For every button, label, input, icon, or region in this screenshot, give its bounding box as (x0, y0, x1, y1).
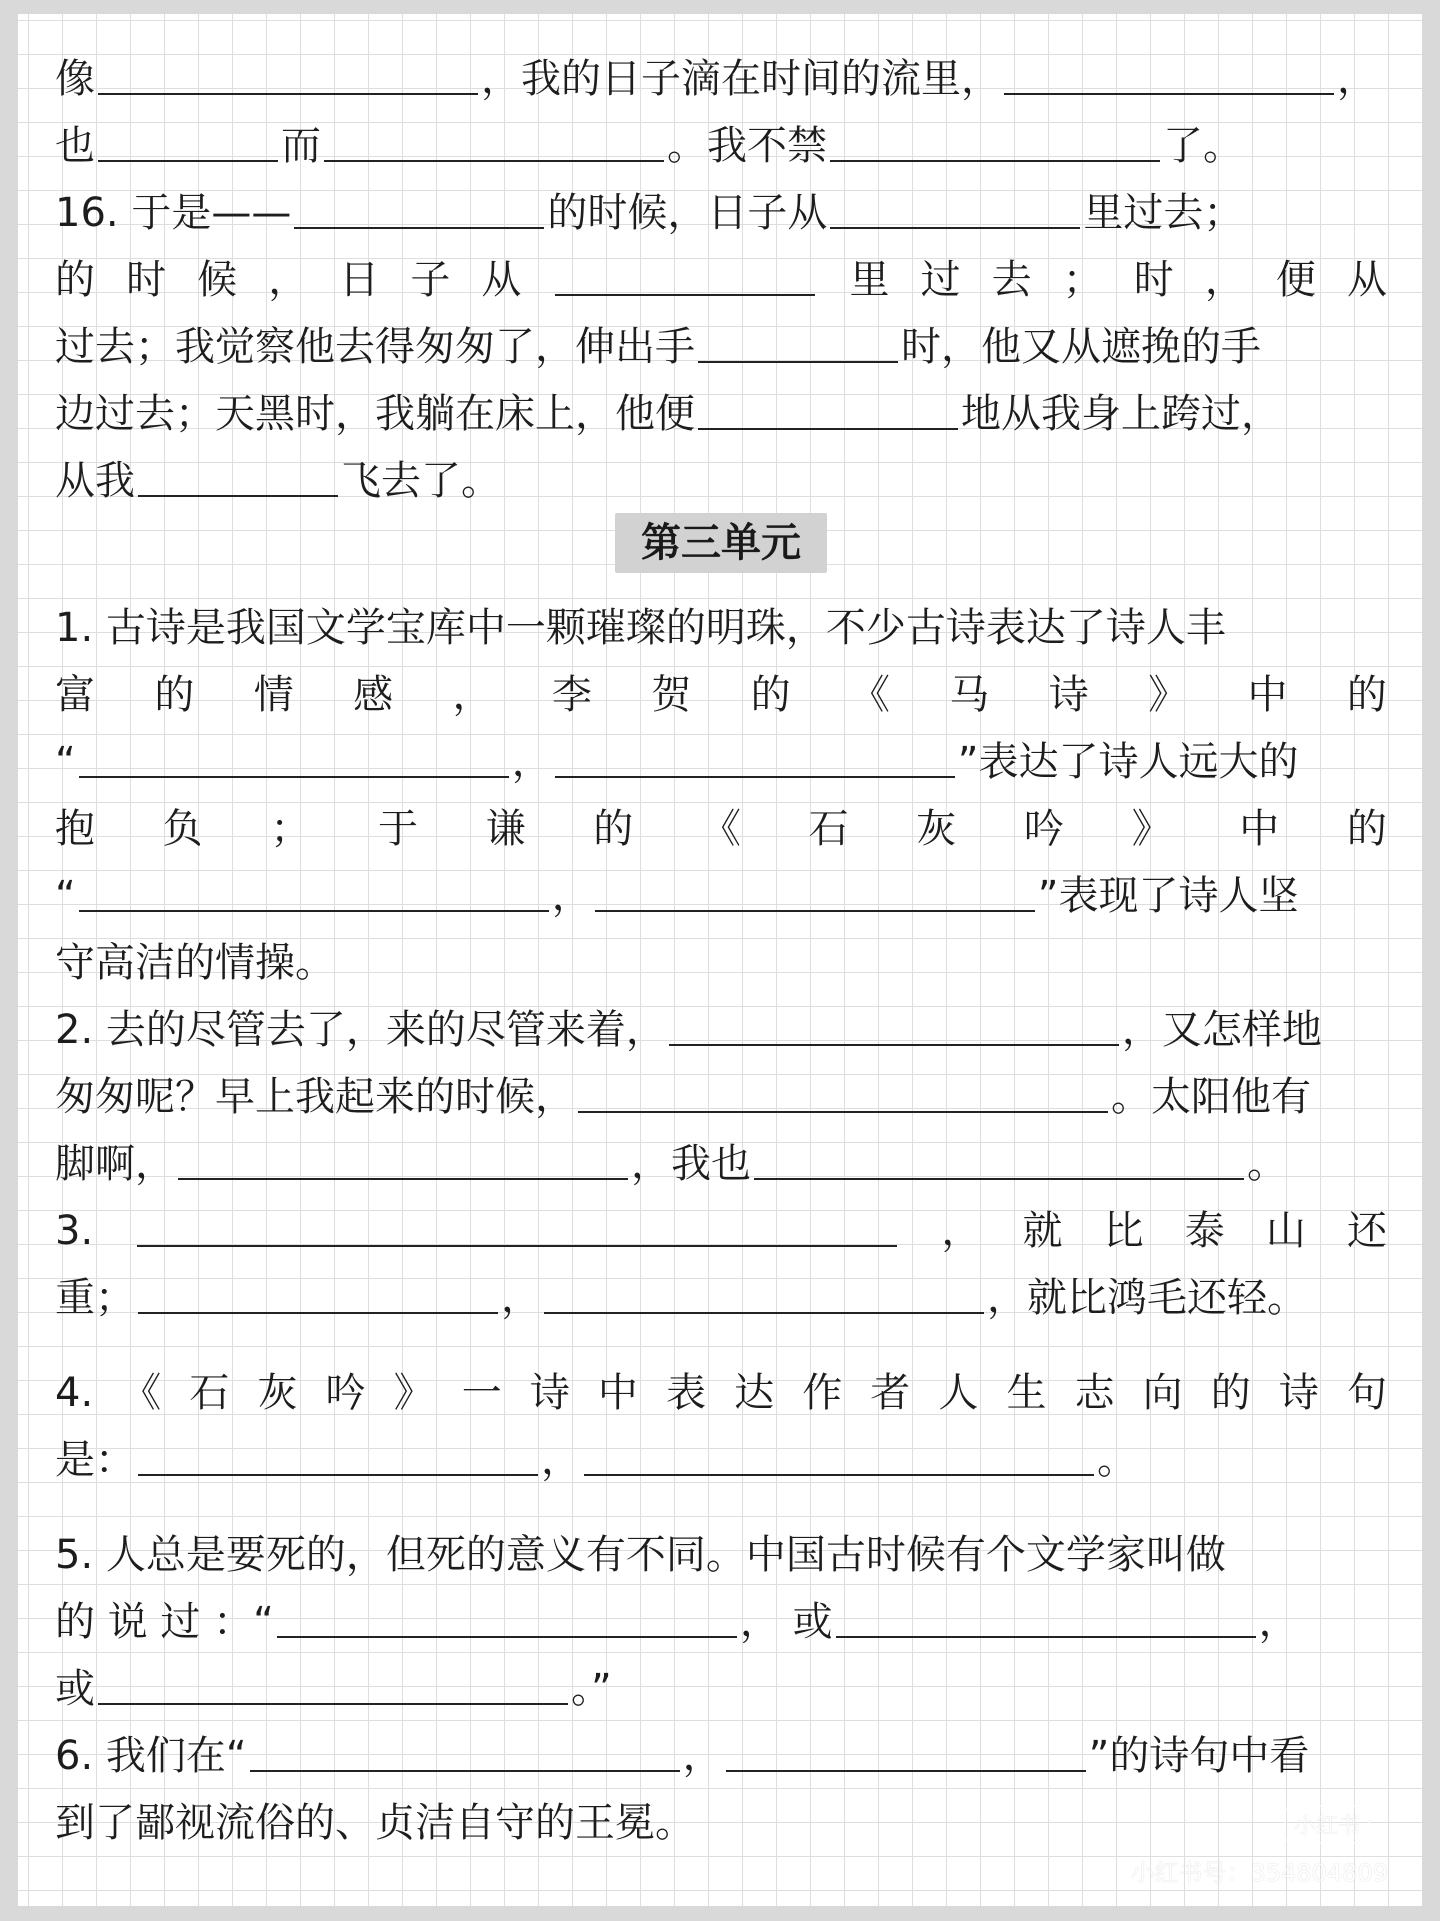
text-segment: 作 (802, 1370, 843, 1416)
text-segment: 的 (1210, 1370, 1251, 1416)
text-segment: 。 (1097, 1437, 1137, 1483)
text-line (55, 34, 1387, 101)
worksheet-content (55, 34, 1387, 1845)
text-segment: 16. 于是—— (55, 190, 292, 236)
text-segment: 石 (189, 1370, 230, 1416)
text-segment: 的 (750, 672, 791, 718)
text-segment: “ (55, 873, 76, 919)
text-segment: 于 (377, 806, 418, 852)
text-segment: 6. 我们在“ (55, 1733, 247, 1779)
fill-in-blank[interactable] (79, 880, 549, 912)
text-segment: 句 (1346, 1370, 1387, 1416)
text-segment: ， (541, 1437, 581, 1483)
text-segment: ， (452, 672, 493, 718)
text-segment: 的 (154, 672, 195, 718)
text-line (55, 1778, 1387, 1845)
fill-in-blank[interactable] (277, 1606, 737, 1638)
text-segment: 一 (461, 1370, 502, 1416)
text-segment: 的 (1346, 806, 1387, 852)
fill-in-blank[interactable] (250, 1740, 680, 1772)
text-segment: ”表达了诗人远大的 (957, 739, 1299, 785)
text-segment: 也 (55, 123, 95, 169)
text-line (55, 784, 1387, 851)
text-segment: ，我也 (631, 1141, 751, 1187)
fill-in-blank[interactable] (138, 1282, 498, 1314)
fill-in-blank[interactable] (669, 1014, 1119, 1046)
text-segment: 泰 (1184, 1208, 1225, 1254)
text-segment: 。我不禁 (667, 123, 827, 169)
watermark-logo: 小红书 (1284, 1805, 1370, 1844)
text-line (55, 302, 1387, 369)
text-segment: 向 (1142, 1370, 1183, 1416)
fill-in-blank[interactable] (138, 1444, 538, 1476)
text-segment: 4. (55, 1370, 94, 1416)
text-segment: 灰 (916, 806, 957, 852)
text-segment: 或 (55, 1666, 95, 1712)
fill-in-blank[interactable] (1004, 63, 1334, 95)
text-segment: 重； (55, 1275, 135, 1321)
text-line (55, 1577, 1387, 1644)
text-segment: 从 (1346, 257, 1387, 303)
fill-in-blank[interactable] (698, 398, 958, 430)
text-segment: 。” (571, 1666, 612, 1712)
text-segment: ， (682, 1733, 723, 1779)
text-segment: 马 (949, 672, 990, 718)
text-segment: 便 (1275, 257, 1316, 303)
text-segment: 边过去；天黑时，我躺在床上，他便 (55, 391, 695, 437)
text-segment: 过 (920, 257, 961, 303)
text-segment: ”表现了诗人坚 (1037, 873, 1299, 919)
text-segment: 》 (393, 1370, 434, 1416)
text-segment: ， (1204, 257, 1245, 303)
text-segment: ， (941, 1208, 982, 1254)
text-segment: 时 (1133, 257, 1174, 303)
section-heading: 第三单元 (615, 513, 827, 573)
text-segment: 日 (339, 257, 380, 303)
text-segment: 灰 (257, 1370, 298, 1416)
text-segment: 5. 人总是要死的，但死的意义有不同。中国古时候有个文学家叫做 (55, 1532, 1226, 1578)
text-segment: 的 (593, 806, 634, 852)
text-segment: 了。 (1163, 123, 1243, 169)
fill-in-blank[interactable] (98, 63, 478, 95)
text-line (55, 717, 1387, 784)
text-segment: 诗 (529, 1370, 570, 1416)
text-segment: 的 (1346, 672, 1387, 718)
text-segment: 诗 (1048, 672, 1089, 718)
text-segment: 。太阳他有 (1111, 1074, 1311, 1120)
text-segment: 从 (481, 257, 522, 303)
text-segment: ， (551, 873, 592, 919)
fill-in-blank[interactable] (578, 1081, 1108, 1113)
text-line (55, 1052, 1387, 1119)
text-segment: 中 (1247, 672, 1288, 718)
text-line (55, 1186, 1387, 1253)
text-segment: 飞去了。 (341, 458, 501, 504)
text-segment: 吟 (325, 1370, 366, 1416)
text-segment: 志 (1074, 1370, 1115, 1416)
text-segment: ； (270, 806, 311, 852)
text-segment: 《 (121, 1370, 162, 1416)
text-segment: 石 (808, 806, 849, 852)
text-segment: 》 (1148, 672, 1189, 718)
text-segment: 比 (1103, 1208, 1144, 1254)
fill-in-blank[interactable] (595, 880, 1035, 912)
text-segment: 山 (1265, 1208, 1306, 1254)
text-segment: 达 (734, 1370, 775, 1416)
fill-in-blank[interactable] (79, 746, 509, 778)
fill-in-blank[interactable] (544, 1282, 984, 1314)
text-segment: 人 (938, 1370, 979, 1416)
text-segment: 吟 (1023, 806, 1064, 852)
text-segment: 贺 (651, 672, 692, 718)
text-segment: 者 (870, 1370, 911, 1416)
text-segment: 脚啊， (55, 1141, 175, 1187)
text-segment: ， (268, 257, 309, 303)
text-segment: 地从我身上跨过， (961, 391, 1281, 437)
text-segment: ，就比鸿毛还轻。 (987, 1275, 1307, 1321)
fill-in-blank[interactable] (584, 1444, 1094, 1476)
worksheet-page (18, 14, 1422, 1906)
text-segment: 像 (55, 56, 95, 102)
text-segment: 抱 (55, 806, 95, 852)
fill-in-blank[interactable] (555, 746, 955, 778)
fill-in-blank[interactable] (98, 130, 278, 162)
text-line (55, 1644, 1387, 1711)
text-line (55, 1711, 1387, 1778)
text-segment: 匆匆呢？早上我起来的时候， (55, 1074, 575, 1120)
text-segment: 2. 去的尽管去了，来的尽管来着， (55, 1007, 666, 1053)
text-segment: 1. 古诗是我国文学宝库中一颗璀璨的明珠，不少古诗表达了诗人丰 (55, 605, 1226, 651)
text-segment: 守高洁的情操。 (55, 940, 335, 986)
text-segment: 中 (1239, 806, 1280, 852)
fill-in-blank[interactable] (98, 1673, 568, 1705)
text-segment: 里 (849, 257, 890, 303)
fill-in-blank[interactable] (836, 1606, 1256, 1638)
line-spacer (55, 1482, 1387, 1510)
text-segment: ，我的日子滴在时间的流里， (481, 56, 1001, 102)
text-segment: ， (501, 1275, 541, 1321)
text-segment: “ (55, 739, 76, 785)
text-segment: 谦 (485, 806, 526, 852)
text-line (55, 1510, 1387, 1577)
text-segment: 而 (281, 123, 321, 169)
text-segment: 生 (1006, 1370, 1047, 1416)
text-line (55, 1415, 1387, 1482)
fill-in-blank[interactable] (294, 197, 544, 229)
fill-in-blank[interactable] (137, 1215, 897, 1247)
text-line (55, 1348, 1387, 1415)
text-segment: 过去；我觉察他去得匆匆了，伸出手 (55, 324, 695, 370)
fill-in-blank[interactable] (830, 197, 1080, 229)
text-segment: 中 (597, 1370, 638, 1416)
text-segment: ， 或 (739, 1599, 833, 1645)
text-line (55, 851, 1387, 918)
text-segment: 情 (253, 672, 294, 718)
text-line (55, 583, 1387, 650)
text-segment: 去 (991, 257, 1032, 303)
text-line (55, 1253, 1387, 1320)
text-segment: ， (1337, 56, 1377, 102)
fill-in-blank[interactable] (698, 331, 898, 363)
text-segment: ， (511, 739, 552, 785)
text-segment: 负 (162, 806, 203, 852)
text-line (55, 650, 1387, 717)
text-segment: 的 (55, 257, 95, 303)
text-segment: ，又怎样地 (1121, 1007, 1322, 1053)
text-line (55, 101, 1387, 168)
fill-in-blank[interactable] (555, 264, 815, 296)
line-spacer (55, 1320, 1387, 1348)
text-segment: 候 (197, 257, 238, 303)
text-segment: 子 (410, 257, 451, 303)
text-line (55, 369, 1387, 436)
text-line (55, 436, 1387, 503)
text-segment: ”的诗句中看 (1088, 1733, 1310, 1779)
section-heading-row (55, 503, 1387, 583)
fill-in-blank[interactable] (324, 130, 664, 162)
text-segment: 《 (850, 672, 890, 718)
text-segment: 就 (1022, 1208, 1063, 1254)
text-segment: ； (1062, 257, 1103, 303)
fill-in-blank[interactable] (754, 1148, 1244, 1180)
text-segment: 《 (700, 806, 741, 852)
text-line (55, 985, 1387, 1052)
text-segment: 感 (353, 672, 394, 718)
text-line (55, 918, 1387, 985)
text-segment: 》 (1131, 806, 1172, 852)
text-segment: 到了鄙视流俗的、贞洁自守的王冕。 (55, 1800, 695, 1846)
text-segment: 里过去； (1083, 190, 1244, 236)
text-segment: 从我 (55, 458, 135, 504)
text-segment: 的时候，日子从 (547, 190, 828, 236)
text-segment: 3. (55, 1208, 94, 1254)
text-segment: 表 (666, 1370, 707, 1416)
text-segment: 的 说 过 ：“ (55, 1599, 274, 1645)
fill-in-blank[interactable] (178, 1148, 628, 1180)
text-line (55, 1119, 1387, 1186)
text-segment: 时，他又从遮挽的手 (901, 324, 1261, 370)
text-segment: 诗 (1278, 1370, 1319, 1416)
fill-in-blank[interactable] (138, 465, 338, 497)
text-line (55, 235, 1387, 302)
text-segment: ， (1258, 1599, 1299, 1645)
text-segment: 还 (1346, 1208, 1387, 1254)
fill-in-blank[interactable] (830, 130, 1160, 162)
text-segment: 富 (55, 672, 95, 718)
text-segment: 李 (551, 672, 592, 718)
text-segment: 。 (1247, 1141, 1287, 1187)
fill-in-blank[interactable] (726, 1740, 1086, 1772)
text-line (55, 168, 1387, 235)
text-segment: 时 (126, 257, 167, 303)
watermark-id: 小红书号：354804809 (1130, 1859, 1388, 1887)
text-segment: 是： (55, 1437, 135, 1483)
